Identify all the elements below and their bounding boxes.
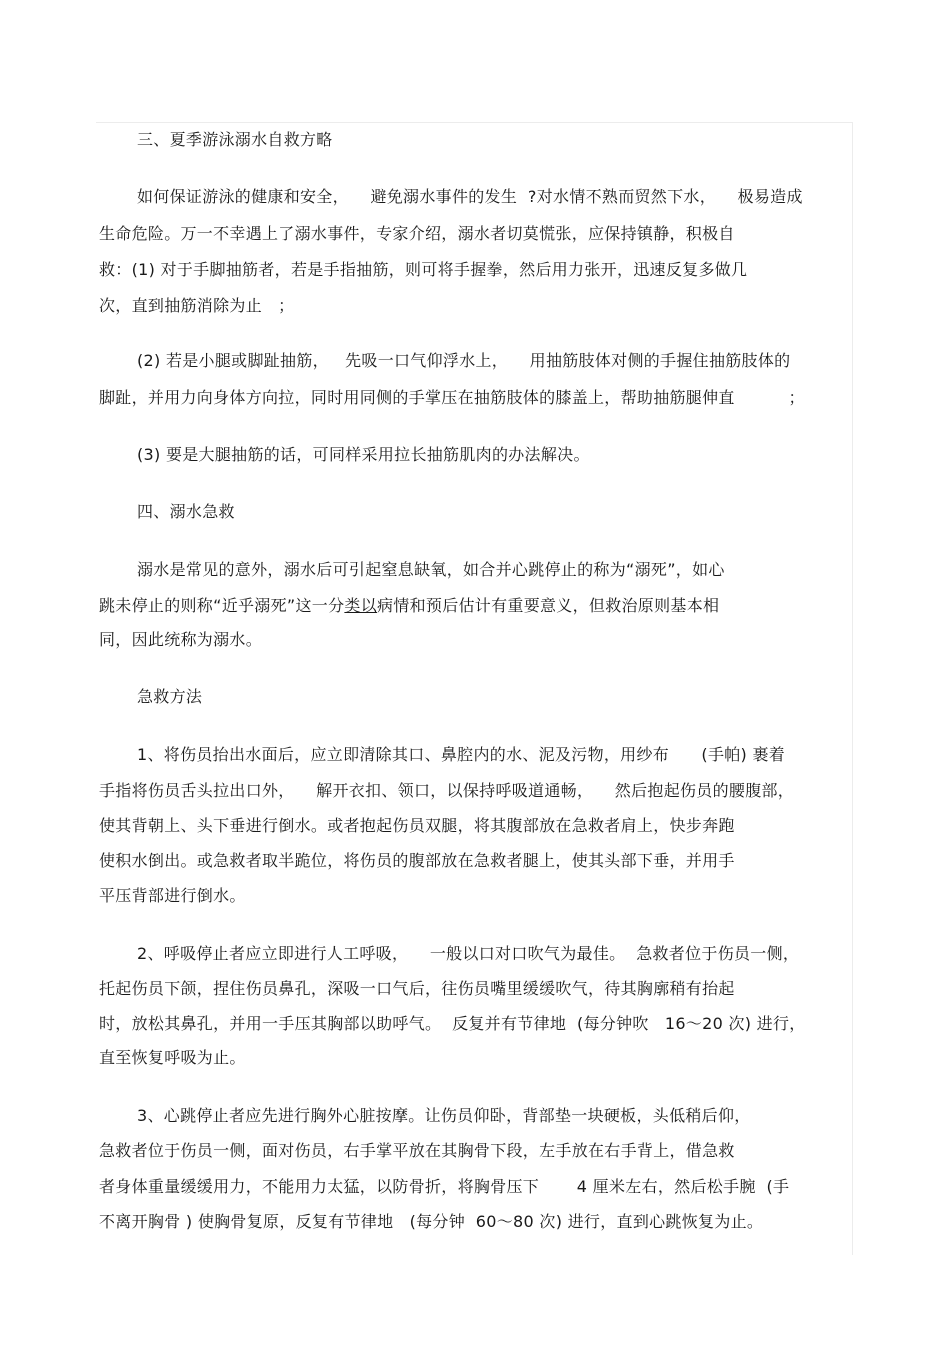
paragraph-line: 时，放松其鼻孔，并用一手压其胸部以助呼气。 反复并有节律地 (每分钟吹 16～20 次) 进行， <box>99 1014 806 1033</box>
paragraph-line: 救：(1) 对于手脚抽筋者，若是手指抽筋，则可将手握拳，然后用力张开，迅速反复多做几 <box>99 260 748 279</box>
section-heading-4: 四、溺水急救 <box>137 502 235 521</box>
paragraph-line: 者身体重量缓缓用力，不能用力太猛，以防骨折，将胸骨压下 4 厘米左右，然后松手腕 (手 <box>99 1177 790 1196</box>
paragraph-line: 急救者位于伤员一侧，面对伤员，右手掌平放在其胸骨下段，左手放在右手背上，借急救 <box>99 1141 735 1160</box>
paragraph-line <box>99 596 719 616</box>
paragraph-line: 脚趾，并用力向身体方向拉，同时用同侧的手掌压在抽筋肢体的膝盖上，帮助抽筋腿伸直 ； <box>99 388 805 407</box>
paragraph-line: 同，因此统称为溺水。 <box>99 630 263 649</box>
paragraph-line: 溺水是常见的意外，溺水后可引起窒息缺氧，如合并心跳停止的称为“溺死”，如心 <box>137 560 725 579</box>
paragraph-line: (2) 若是小腿或脚趾抽筋， 先吸一口气仰浮水上， 用抽筋肢体对侧的手握住抽筋肢体的 <box>137 351 791 370</box>
paragraph-line: 使积水倒出。或急救者取半跪位，将伤员的腹部放在急救者腿上，使其头部下垂，并用手 <box>99 851 735 870</box>
underlined-text: 类以 <box>344 596 377 615</box>
paragraph-line: 1、将伤员抬出水面后，应立即清除其口、鼻腔内的水、泥及污物，用纱布 (手帕) 裹着 <box>137 745 786 764</box>
paragraph-line: 不离开胸骨 ) 使胸骨复原，反复有节律地 (每分钟 60～80 次) 进行，直到心跳恢复为止。 <box>99 1212 764 1231</box>
paragraph-line: 使其背朝上、头下垂进行倒水。或者抱起伤员双腿，将其腹部放在急救者肩上，快步奔跑 <box>99 816 735 835</box>
section-heading-3: 三、夏季游泳溺水自救方略 <box>137 130 333 149</box>
paragraph-line: (3) 要是大腿抽筋的话，可同样采用拉长抽筋肌肉的办法解决。 <box>137 445 590 464</box>
paragraph-line: 如何保证游泳的健康和安全， 避免溺水事件的发生 ?对水情不熟而贸然下水， 极易造成 <box>137 187 803 206</box>
text-run: 跳未停止的则称“近乎溺死”这一分 <box>99 596 345 615</box>
paragraph-line: 平压背部进行倒水。 <box>99 886 246 905</box>
paragraph-line: 手指将伤员舌头拉出口外， 解开衣扣、领口，以保持呼吸道通畅， 然后抱起伤员的腰腹部， <box>99 781 795 800</box>
paragraph-line: 托起伤员下颌，捏住伤员鼻孔，深吸一口气后，往伤员嘴里缓缓吹气，待其胸廓稍有抬起 <box>99 979 735 998</box>
paragraph-line: 3、心跳停止者应先进行胸外心脏按摩。让伤员仰卧，背部垫一块硬板，头低稍后仰， <box>137 1106 751 1125</box>
paragraph-line: 生命危险。万一不幸遇上了溺水事件，专家介绍，溺水者切莫慌张，应保持镇静，积极自 <box>99 224 735 243</box>
paragraph-line: 直至恢复呼吸为止。 <box>99 1048 246 1067</box>
text-run: 病情和预后估计有重要意义，但救治原则基本相 <box>377 596 720 615</box>
page-frame <box>96 122 853 1255</box>
paragraph-line: 2、呼吸停止者应立即进行人工呼吸， 一般以口对口吹气为最佳。 急救者位于伤员一侧， <box>137 944 800 963</box>
paragraph-line: 次，直到抽筋消除为止 ； <box>99 296 295 315</box>
subheading-methods: 急救方法 <box>137 687 203 706</box>
